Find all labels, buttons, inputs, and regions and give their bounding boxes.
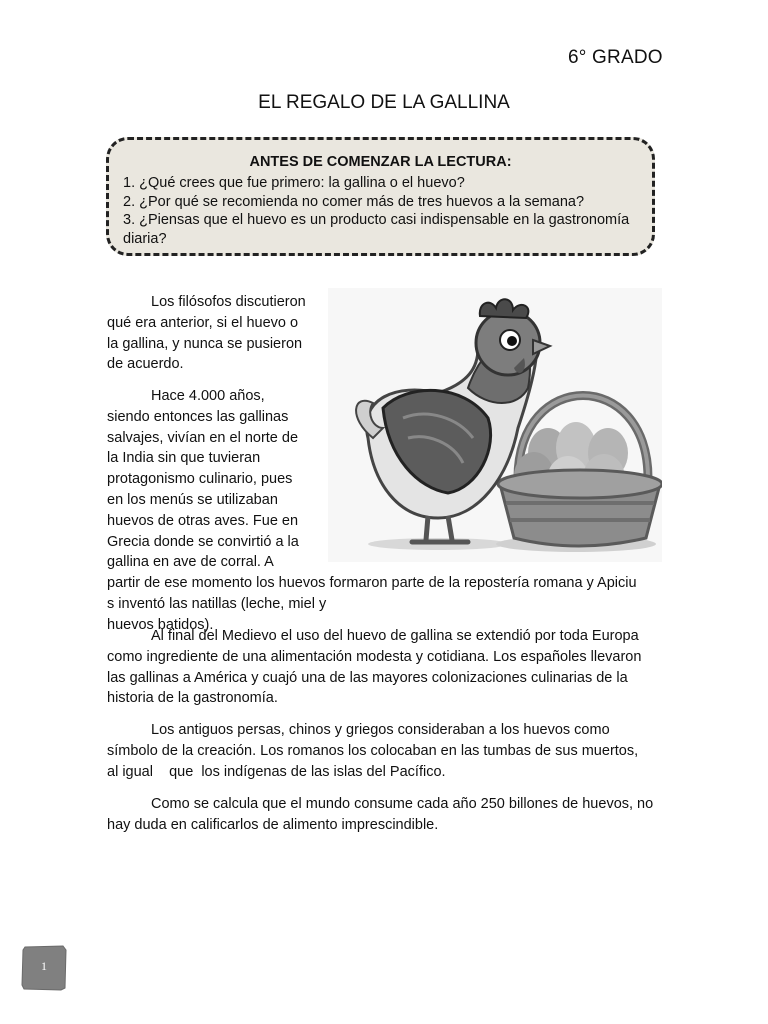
- text-line: al igual que los indígenas de las islas del Pacífico.: [107, 763, 446, 780]
- text-line: qué era anterior, si el huevo o: [107, 314, 299, 331]
- hen-with-egg-basket-icon: [328, 288, 662, 562]
- text-line: siendo entonces las gallinas: [107, 408, 289, 425]
- text-line: salvajes, vivían en el norte de: [107, 429, 299, 446]
- text-line: la India sin que tuvieran: [107, 450, 261, 467]
- text-line: Grecia donde se convirtió a la: [107, 533, 299, 550]
- text-line: en los menús se utilizaban: [107, 491, 278, 508]
- text-line: partir de ese momento los huevos formaron parte de la repostería romana y Apiciu: [107, 575, 637, 592]
- page-number-badge: [20, 944, 68, 992]
- paragraph-3: Al final del Medievo el uso del huevo de gallina se extendió por toda Europa como ingrediente de una alimentación modesta y cotidiana. Los españoles llevaron las gallinas a América y cuajó una de las mayores colonizaciones culinarias de la historia de la gastronomía.: [107, 628, 642, 707]
- text-line: Los filósofos discutieron: [151, 294, 306, 310]
- text-line: de acuerdo.: [107, 356, 184, 373]
- grade-label: 6° GRADO: [568, 47, 663, 68]
- pre-reading-box: [106, 137, 655, 256]
- question-1: 1. ¿Qué crees que fue primero: la gallina o el huevo?: [123, 175, 465, 191]
- paragraph-2: [107, 386, 637, 636]
- text-line: símbolo de la creación. Los romanos los colocaban en las tumbas de sus muertos,: [107, 742, 639, 759]
- paragraph-1: [107, 292, 327, 375]
- question-2: 2. ¿Por qué se recomienda no comer más de tres huevos a la semana?: [123, 193, 585, 210]
- text-line: s inventó las natillas (leche, miel y huevos batidos).: [107, 595, 327, 633]
- text-line: la gallina, y nunca se pusieron: [107, 335, 303, 352]
- paragraph-4: [107, 720, 663, 782]
- pre-reading-heading: ANTES DE COMENZAR LA LECTURA:: [249, 154, 512, 170]
- pre-reading-questions: [123, 174, 643, 248]
- page-title: EL REGALO DE LA GALLINA: [258, 92, 510, 113]
- page-number: 1: [41, 959, 47, 973]
- text-line: gallina en ave de corral. A: [107, 554, 274, 571]
- text-line: protagonismo culinario, pues: [107, 471, 293, 488]
- text-line: Hace 4.000 años,: [151, 388, 265, 404]
- question-3: 3. ¿Piensas que el huevo es un producto casi indispensable en la gastronomía diaria?: [123, 212, 630, 247]
- text-line: Los antiguos persas, chinos y griegos consideraban a los huevos como: [151, 722, 610, 738]
- text-line: huevos de otras aves. Fue en: [107, 512, 299, 529]
- paragraph-5: Como se calcula que el mundo consume cada año 250 billones de huevos, no hay duda en calificarlos de alimento imprescindible.: [107, 796, 654, 833]
